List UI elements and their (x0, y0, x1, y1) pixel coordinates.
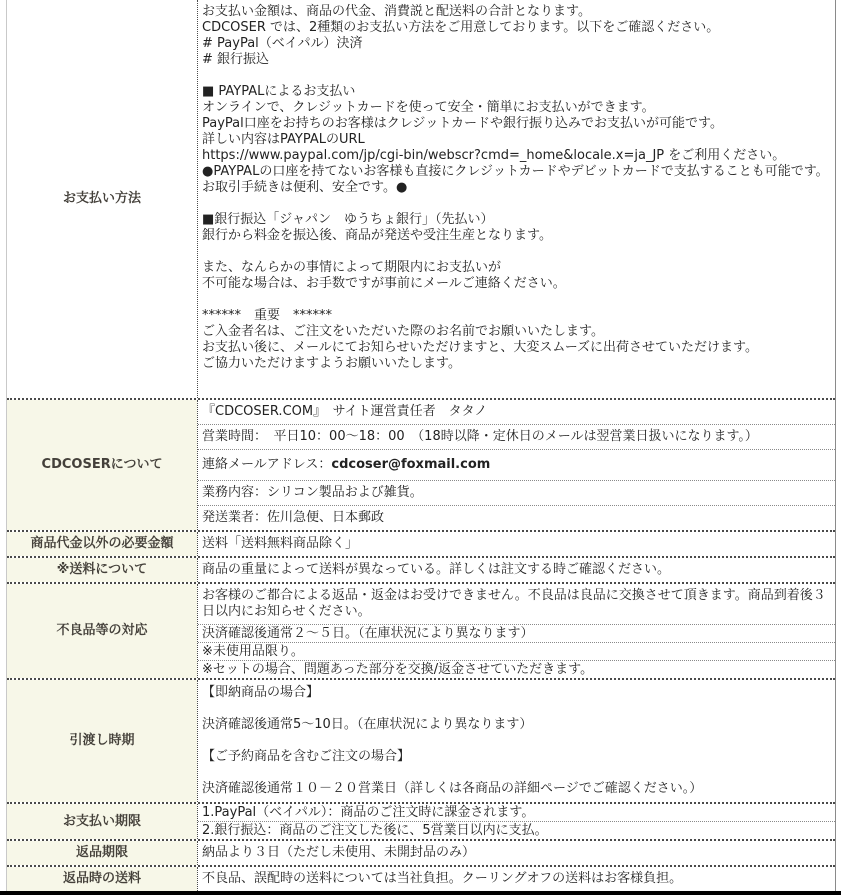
payment-line: お支払い金額は、商品の代金、消費説と配送料の合計となります。 (202, 4, 591, 19)
payment-deadline-content (197, 804, 835, 839)
header-payment-deadline: お支払い期限 (7, 804, 197, 839)
header-delivery-time: 引渡し時期 (7, 680, 197, 802)
payment-deadline-row: 2.銀行振込：商品のご注文した後に、5営業日以内に支払。 (198, 821, 835, 839)
payment-line-blank (202, 68, 832, 84)
delivery-line: 決済確認後通常１０－２０営業日（詳しくは各商品の詳細ページでご確認ください。） (202, 781, 703, 796)
payment-line-important: ****** 重要 ****** (202, 308, 333, 323)
payment-line: 不可能な場合は、お手数ですが事前にメールご連絡ください。 (202, 276, 566, 291)
payment-line: ■銀行振込「ジャパン ゆうちょ銀行」（先払い） (202, 212, 494, 227)
section-return-deadline (7, 839, 835, 865)
header-payment-method: お支払い方法 (7, 0, 197, 398)
payment-method-content (197, 0, 835, 398)
shipping-note-content: 商品の重量によって送料が異なっている。詳しくは註文する時ご確認ください。 (197, 558, 835, 582)
payment-line-blank (202, 292, 832, 308)
section-delivery-time (7, 678, 835, 802)
about-contact-row (198, 449, 835, 480)
payment-line-paypal-url: https://www.paypal.com/jp/cgi-bin/webscr?cmd=_home&locale.x=ja_JP をご利用ください。 (202, 148, 786, 163)
header-return-shipping-cost: 返品時の送料 (7, 867, 197, 891)
section-payment-method (7, 0, 835, 398)
delivery-line: 【ご予約商品を含むご注文の場合】 (202, 749, 411, 764)
defective-row: 決済確認後通常２～５日。（在庫状況により異なります） (198, 624, 835, 642)
header-return-deadline: 返品期限 (7, 841, 197, 865)
defective-row: ※セットの場合、問題あった部分を交換/返金させていただきます。 (198, 660, 835, 678)
section-payment-deadline (7, 802, 835, 839)
contact-email: cdcoser@foxmail.com (331, 457, 491, 472)
section-defective-items (7, 582, 835, 678)
header-defective-items: 不良品等の対応 (7, 584, 197, 678)
payment-line: ■ PAYPALによるお支払い (202, 84, 356, 99)
delivery-line: 【即納商品の場合】 (202, 685, 320, 700)
delivery-time-content (197, 680, 835, 802)
payment-line-blank (202, 244, 832, 260)
header-about: CDCOSERについて (7, 400, 197, 530)
payment-line: 銀行から料金を振込後、商品が発送や受注生産となります。 (202, 228, 552, 243)
delivery-line-blank (202, 733, 832, 749)
extra-fees-content: 送料「送料無料商品除く」 (197, 532, 835, 556)
payment-line: ●PAYPALの口座を持てないお客様も直接にクレジットカードやデビットカードで支払することも可能です。 (202, 164, 829, 179)
about-content (197, 400, 835, 530)
return-shipping-cost-content: 不良品、誤配時の送料については当社負担。クーリングオフの送料はお客様負担。 (197, 867, 835, 891)
payment-line: オンラインで、クレジットカードを使って安全・簡単にお支払いができます。 (202, 100, 655, 115)
section-extra-fees (7, 530, 835, 556)
payment-line: # 銀行振込 (202, 52, 270, 67)
about-business-description: 業務内容：シリコン製品および雑貨。 (198, 480, 835, 505)
delivery-line-blank (202, 765, 832, 781)
about-shipping-carrier: 発送業者：佐川急便、日本郵政 (198, 505, 835, 530)
defective-items-content (197, 584, 835, 678)
payment-line: ご入金者名は、ご注文をいただいた際のお名前でお願いいたします。 (202, 324, 604, 339)
payment-line: PayPal口座をお持ちのお客様はクレジットカードや銀行振り込みでお支払いが可能です。 (202, 116, 723, 131)
bottom-divider-bar (0, 891, 841, 895)
payment-line: ご協力いただけますようお願いいたします。 (202, 356, 461, 371)
defective-row: ※未使用品限り。 (198, 642, 835, 660)
defective-row: お客様のご都合による返品・返金はお受けできません。不良品は良品に交換させて頂きます。商品到着後３日以内にお知らせください。 (202, 588, 826, 619)
header-shipping-note: ※送料について (7, 558, 197, 582)
payment-line: CDCOSER では、2種類のお支払い方法をご用意しております。以下をご確認ください。 (202, 20, 720, 35)
payment-deadline-row: 1.PayPal（ベイパル）：商品のご注文時に課金されます。 (202, 805, 535, 820)
return-deadline-content: 納品より３日（ただし未使用、未開封品のみ） (197, 841, 835, 865)
contact-email-label: 連絡メールアドレス： (202, 457, 332, 472)
payment-line-blank (202, 196, 832, 212)
section-shipping-note (7, 556, 835, 582)
about-business-hours: 営業時間： 平日10：00～18：00 （18時以降・定休日のメールは翌営業日扱いになります。） (198, 424, 835, 449)
header-extra-fees: 商品代金以外の必要金額 (7, 532, 197, 556)
delivery-line-blank (202, 701, 832, 717)
payment-line: お取引手続きは便利、安全です。● (202, 180, 408, 195)
payment-line: 詳しい内容はPAYPALのURL (202, 132, 365, 147)
section-about (7, 398, 835, 530)
section-return-shipping-cost (7, 865, 835, 891)
shop-info-table (6, 0, 836, 891)
payment-line: また、なんらかの事情によって期限内にお支払いが (202, 260, 502, 275)
delivery-line: 決済確認後通常5～10日。（在庫状況により異なります） (202, 717, 533, 732)
payment-line: お支払い後に、メールにてお知らせいただけますと、大変スムーズに出荷させていただけます。 (202, 340, 759, 355)
payment-line: # PayPal（ベイパル）決済 (202, 36, 363, 51)
about-site-operator: 『CDCOSER.COM』 サイト運営責任者 タタノ (202, 404, 488, 419)
